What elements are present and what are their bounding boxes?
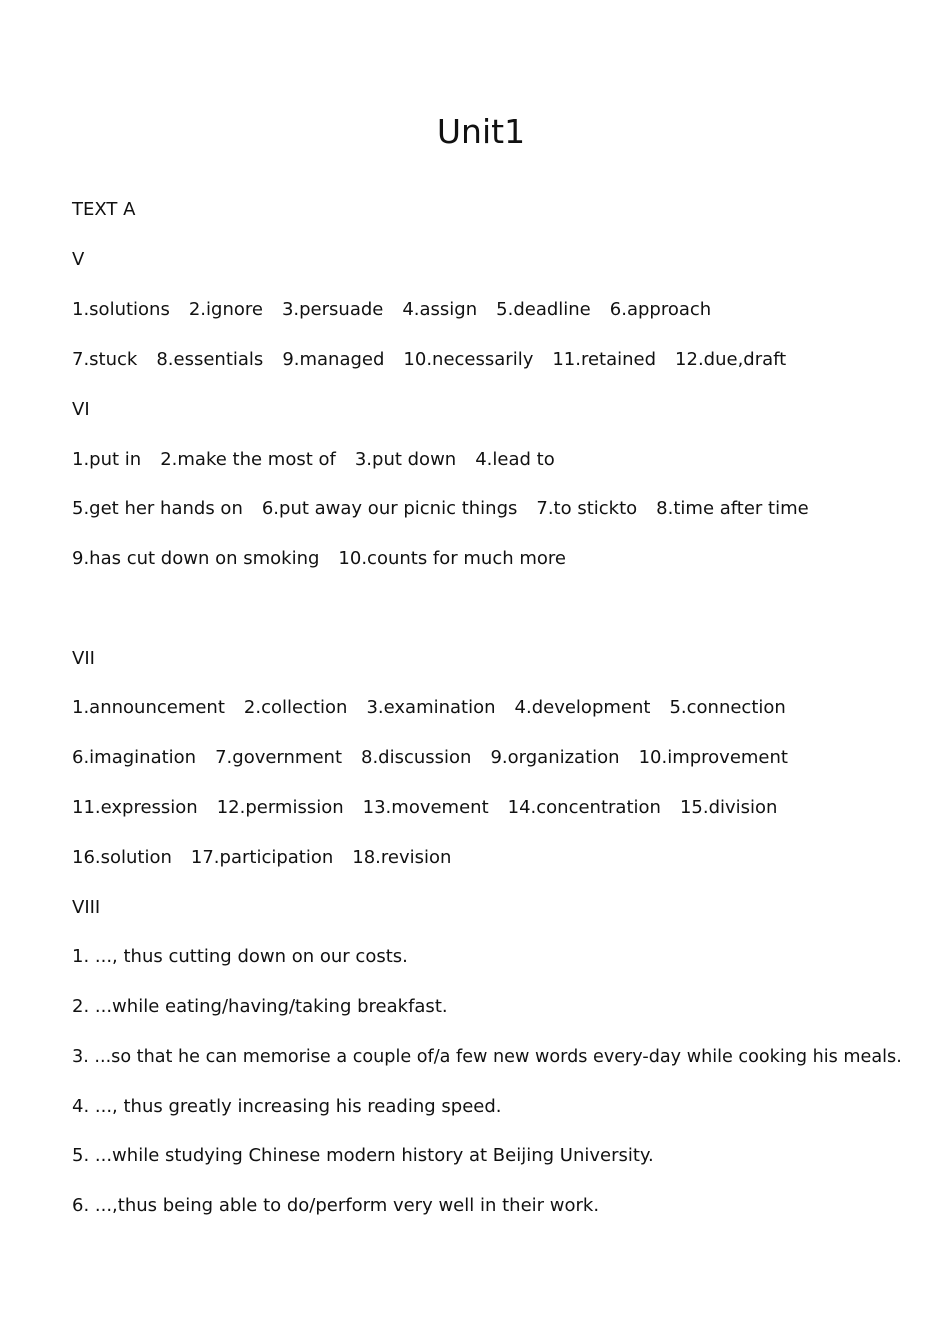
answer-item: 1.put in: [72, 449, 142, 470]
part-vi-row: [72, 547, 566, 571]
answer-item: 14.concentration: [507, 797, 661, 818]
part-vi-row: [72, 497, 809, 521]
answer-item: 9.managed: [282, 349, 385, 370]
section-heading: TEXT A: [72, 199, 136, 220]
answer-item: 12.due,draft: [675, 349, 787, 370]
answer-item: 5.get her hands on: [72, 498, 243, 519]
part-vi-label: VI: [72, 399, 90, 420]
page-title: Unit1: [436, 112, 526, 151]
part-vii-row: [72, 746, 788, 770]
answer-item: 5.connection: [669, 697, 786, 718]
sentence-item: 1. ..., thus cutting down on our costs.: [72, 946, 408, 967]
answer-item: 6.imagination: [72, 747, 197, 768]
part-vii-label: VII: [72, 648, 95, 669]
answer-item: 11.expression: [72, 797, 198, 818]
answer-item: 3.persuade: [281, 299, 384, 320]
answer-item: 1.announcement: [72, 697, 225, 718]
answer-item: 2.collection: [243, 697, 348, 718]
answer-item: 10.necessarily: [403, 349, 534, 370]
part-viii-label: VIII: [72, 897, 101, 918]
answer-item: 10.improvement: [638, 747, 788, 768]
part-v-row: [72, 298, 711, 322]
answer-item: 9.has cut down on smoking: [72, 548, 320, 569]
answer-item: 6.approach: [609, 299, 712, 320]
part-vii-row: [72, 846, 451, 870]
answer-item: 13.movement: [362, 797, 489, 818]
sentence-item: 2. ...while eating/having/taking breakfast.: [72, 996, 448, 1017]
sentence-item: 6. ...,thus being able to do/perform very well in their work.: [72, 1195, 600, 1216]
answer-item: 18.revision: [352, 847, 452, 868]
answer-item: 1.solutions: [72, 299, 170, 320]
answer-item: 3.put down: [354, 449, 457, 470]
part-v-row: [72, 348, 786, 372]
answer-item: 8.time after time: [656, 498, 809, 519]
answer-item: 6.put away our picnic things: [261, 498, 518, 519]
answer-item: 3.examination: [366, 697, 496, 718]
answer-item: 17.participation: [190, 847, 334, 868]
answer-item: 8.essentials: [156, 349, 264, 370]
answer-item: 4.development: [514, 697, 651, 718]
answer-item: 8.discussion: [361, 747, 472, 768]
part-vii-row: [72, 796, 777, 820]
answer-item: 9.organization: [490, 747, 620, 768]
answer-item: 15.division: [679, 797, 778, 818]
answer-item: 4.lead to: [475, 449, 555, 470]
answer-item: 7.to stickto: [536, 498, 638, 519]
answer-item: 5.deadline: [496, 299, 591, 320]
answer-item: 7.stuck: [72, 349, 138, 370]
answer-item: 11.retained: [552, 349, 657, 370]
sentence-item: 4. ..., thus greatly increasing his reading speed.: [72, 1096, 502, 1117]
answer-item: 4.assign: [402, 299, 478, 320]
answer-item: 7.government: [215, 747, 342, 768]
part-v-label: V: [72, 249, 85, 270]
answer-item: 16.solution: [72, 847, 172, 868]
answer-item: 10.counts for much more: [338, 548, 566, 569]
answer-item: 2.make the most of: [160, 449, 336, 470]
part-vii-row: [72, 696, 786, 720]
sentence-item: 5. ...while studying Chinese modern history at Beijing University.: [72, 1145, 654, 1166]
answer-item: 12.permission: [216, 797, 344, 818]
part-vi-row: [72, 448, 555, 472]
sentence-item: 3. ...so that he can memorise a couple of/a few new words every-day while cooking his meals.: [72, 1047, 902, 1067]
answer-item: 2.ignore: [188, 299, 263, 320]
